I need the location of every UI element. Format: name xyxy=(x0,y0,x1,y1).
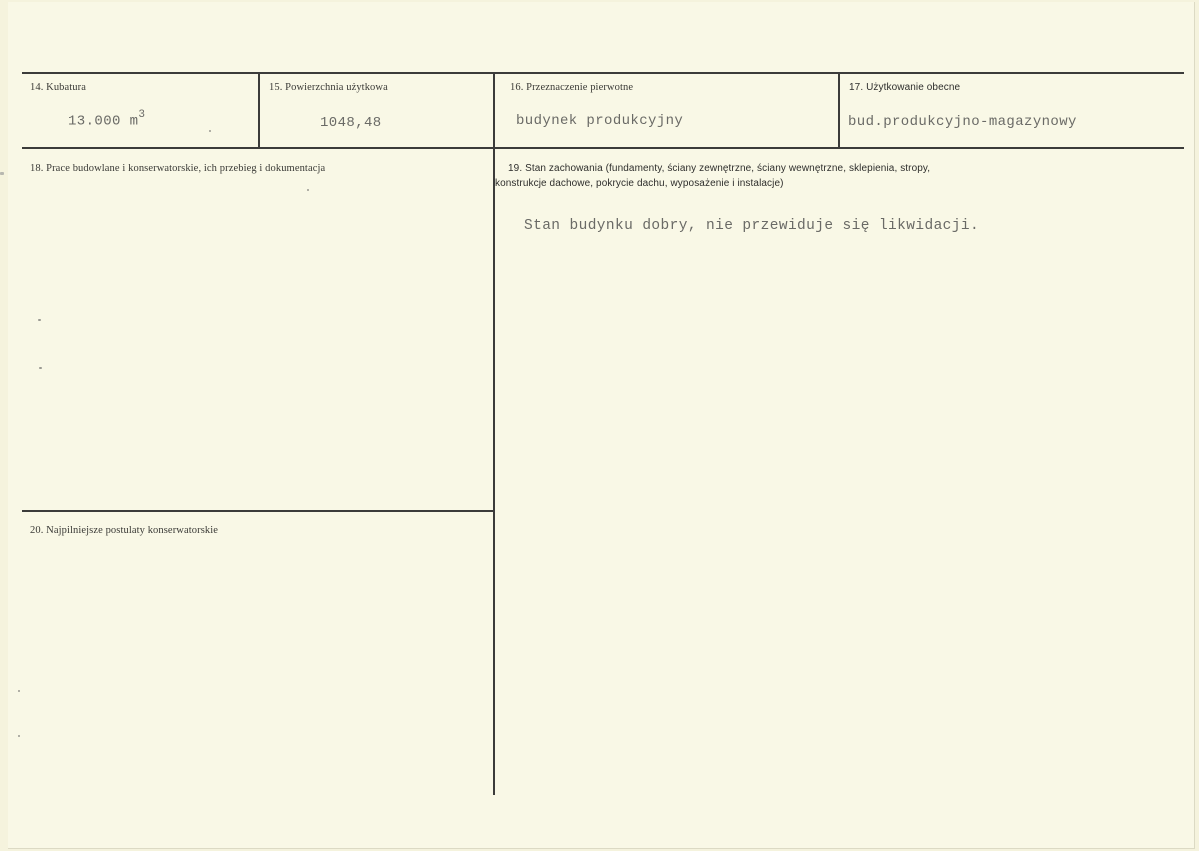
field-14-value xyxy=(68,111,145,130)
field-18-label: 18. Prace budowlane i konserwatorskie, ich przebieg i dokumentacja xyxy=(30,163,326,174)
edge-mark xyxy=(0,172,4,175)
field-14-label: 14. Kubatura xyxy=(30,82,87,93)
rule-18-20 xyxy=(22,510,493,512)
field-19-label-line1: 19. Stan zachowania (fundamenty, ściany zewnętrzne, ściany wewnętrzne, sklepienia, stropy, xyxy=(508,163,931,174)
field-17-value: bud.produkcyjno-magazynowy xyxy=(848,114,1077,130)
paper-speck xyxy=(39,367,42,369)
field-14-unit-exponent: 3 xyxy=(138,109,146,121)
divider-16-17 xyxy=(838,74,840,148)
divider-14-15 xyxy=(258,74,260,148)
paper-speck xyxy=(18,735,20,737)
field-16-label: 16. Przeznaczenie pierwotne xyxy=(510,82,634,93)
divider-15-16 xyxy=(493,74,495,148)
top-rule xyxy=(22,72,1184,74)
field-15-label: 15. Powierzchnia użytkowa xyxy=(269,82,388,93)
paper-speck xyxy=(18,690,20,692)
field-19-value: Stan budynku dobry, nie przewiduje się likwidacji. xyxy=(524,218,980,234)
field-17-label: 17. Użytkowanie obecne xyxy=(849,82,961,93)
field-16-value: budynek produkcyjny xyxy=(516,113,684,129)
field-20-label: 20. Najpilniejsze postulaty konserwatorskie xyxy=(30,525,219,536)
paper-speck xyxy=(209,130,211,132)
record-card xyxy=(8,2,1195,849)
field-14-number: 13.000 m xyxy=(68,113,139,130)
main-column-divider xyxy=(493,149,495,795)
field-19-label-line2: konstrukcje dachowe, pokrycie dachu, wyposażenie i instalacje) xyxy=(495,178,784,189)
paper-speck xyxy=(307,189,309,191)
header-bottom-rule xyxy=(22,147,1184,149)
paper-speck xyxy=(38,319,41,321)
field-15-value: 1048,48 xyxy=(320,115,382,131)
